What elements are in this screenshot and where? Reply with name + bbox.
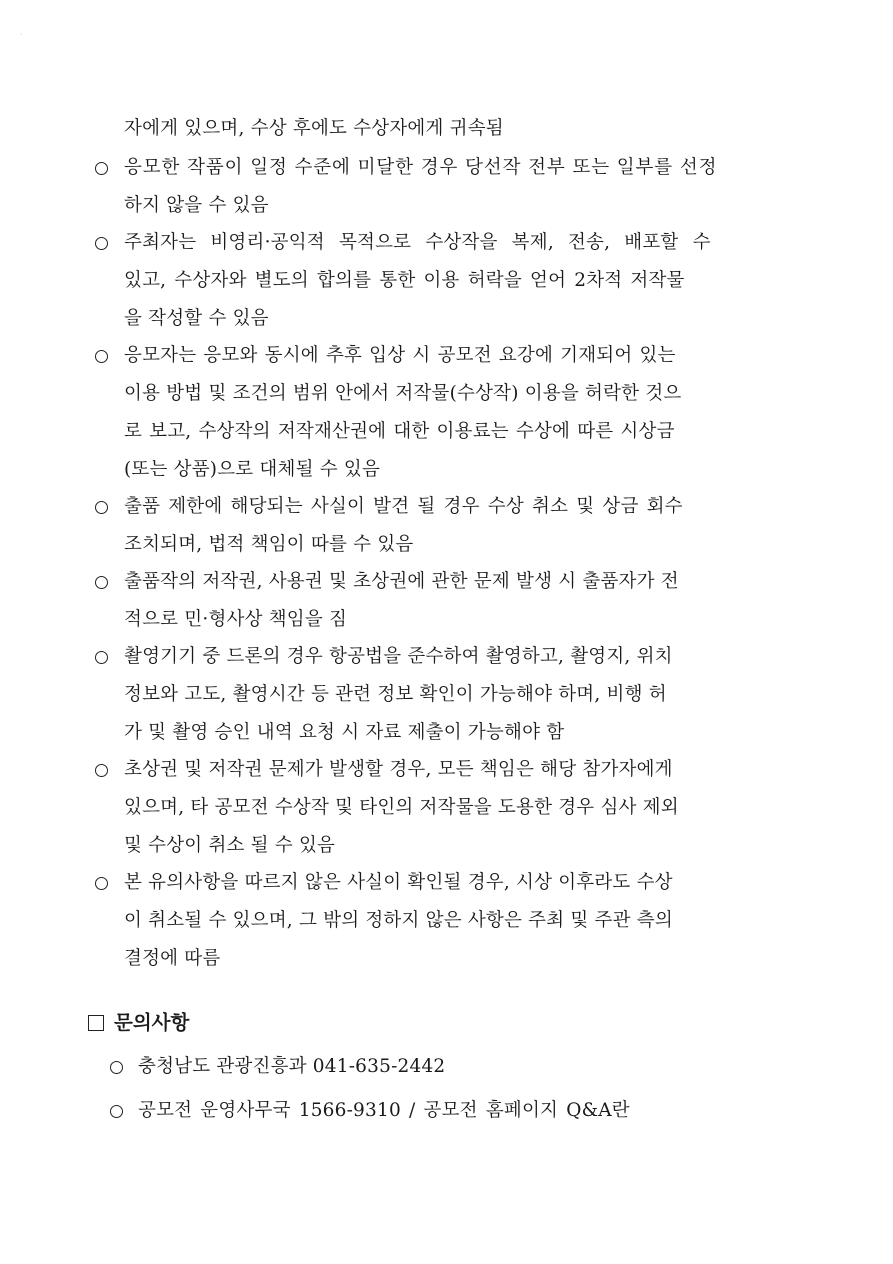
note-line: 을 작성할 수 있음 [124, 308, 269, 329]
note-line: 응모자는 응모와 동시에 추후 입상 시 공모전 요강에 기재되어 있는 [124, 345, 676, 366]
circle-bullet-icon [95, 350, 108, 363]
circle-bullet-icon [110, 1105, 123, 1118]
note-line: 로 보고, 수상작의 저작재산권에 대한 이용료는 수상에 따른 시상금 [124, 421, 675, 442]
note-line: (또는 상품)으로 대체될 수 있음 [124, 459, 381, 480]
note-line: 적으로 민·형사상 책임을 짐 [124, 609, 348, 630]
note-line: 있으며, 타 공모전 수상작 및 타인의 저작물을 도용한 경우 심사 제외 [124, 797, 679, 818]
note-line: 이 취소될 수 있으며, 그 밖의 정하지 않은 사항은 주최 및 주관 측의 [124, 910, 673, 931]
circle-bullet-icon [95, 764, 108, 777]
inquiry-contact: 공모전 운영사무국 1566-9310 / 공모전 홈페이지 Q&A란 [138, 1100, 630, 1121]
circle-bullet-icon [110, 1061, 123, 1074]
note-line: 본 유의사항을 따르지 않은 사실이 확인될 경우, 시상 이후라도 수상 [124, 872, 673, 893]
inquiry-title: 문의사항 [114, 1011, 190, 1034]
note-line: 촬영기기 중 드론의 경우 항공법을 준수하여 촬영하고, 촬영지, 위치 [124, 646, 673, 667]
note-line: 응모한 작품이 일정 수준에 미달한 경우 당선작 전부 또는 일부를 선정 [124, 157, 718, 178]
inquiry-contact: 충청남도 관광진흥과 041-635-2442 [138, 1056, 446, 1077]
circle-bullet-icon [95, 237, 108, 250]
note-line: 주최자는 비영리·공익적 목적으로 수상작을 복제, 전송, 배포할 수 [124, 232, 711, 253]
circle-bullet-icon [95, 651, 108, 664]
note-line: 출품 제한에 해당되는 사실이 발견 될 경우 수상 취소 및 상금 회수 [124, 496, 683, 517]
note-line: 출품작의 저작권, 사용권 및 초상권에 관한 문제 발생 시 출품자가 전 [124, 571, 679, 592]
checkbox-square-icon [88, 1015, 104, 1031]
inquiry-heading [88, 1006, 189, 1040]
note-line: 가 및 촬영 승인 내역 요청 시 자료 제출이 가능해야 함 [124, 722, 565, 743]
note-line: 결정에 따름 [124, 948, 221, 969]
circle-bullet-icon [95, 576, 108, 589]
note-line: 초상권 및 저작권 문제가 발생할 경우, 모든 책임은 해당 참가자에게 [124, 759, 673, 780]
note-line: 이용 방법 및 조건의 범위 안에서 저작물(수상작) 이용을 허락한 것으 [124, 383, 682, 404]
circle-bullet-icon [95, 501, 108, 514]
scan-artifact: · [20, 30, 23, 39]
circle-bullet-icon [95, 877, 108, 890]
note-line: 정보와 고도, 촬영시간 등 관련 정보 확인이 가능해야 하며, 비행 허 [124, 684, 667, 705]
note-line: 및 수상이 취소 될 수 있음 [124, 835, 336, 856]
continuation-line: 자에게 있으며, 수상 후에도 수상자에게 귀속됨 [124, 118, 504, 139]
note-line: 조치되며, 법적 책임이 따를 수 있음 [124, 534, 414, 555]
circle-bullet-icon [95, 162, 108, 175]
note-line: 있고, 수상자와 별도의 합의를 통한 이용 허락을 얻어 2차적 저작물 [124, 270, 685, 291]
note-line: 하지 않을 수 있음 [124, 195, 269, 216]
